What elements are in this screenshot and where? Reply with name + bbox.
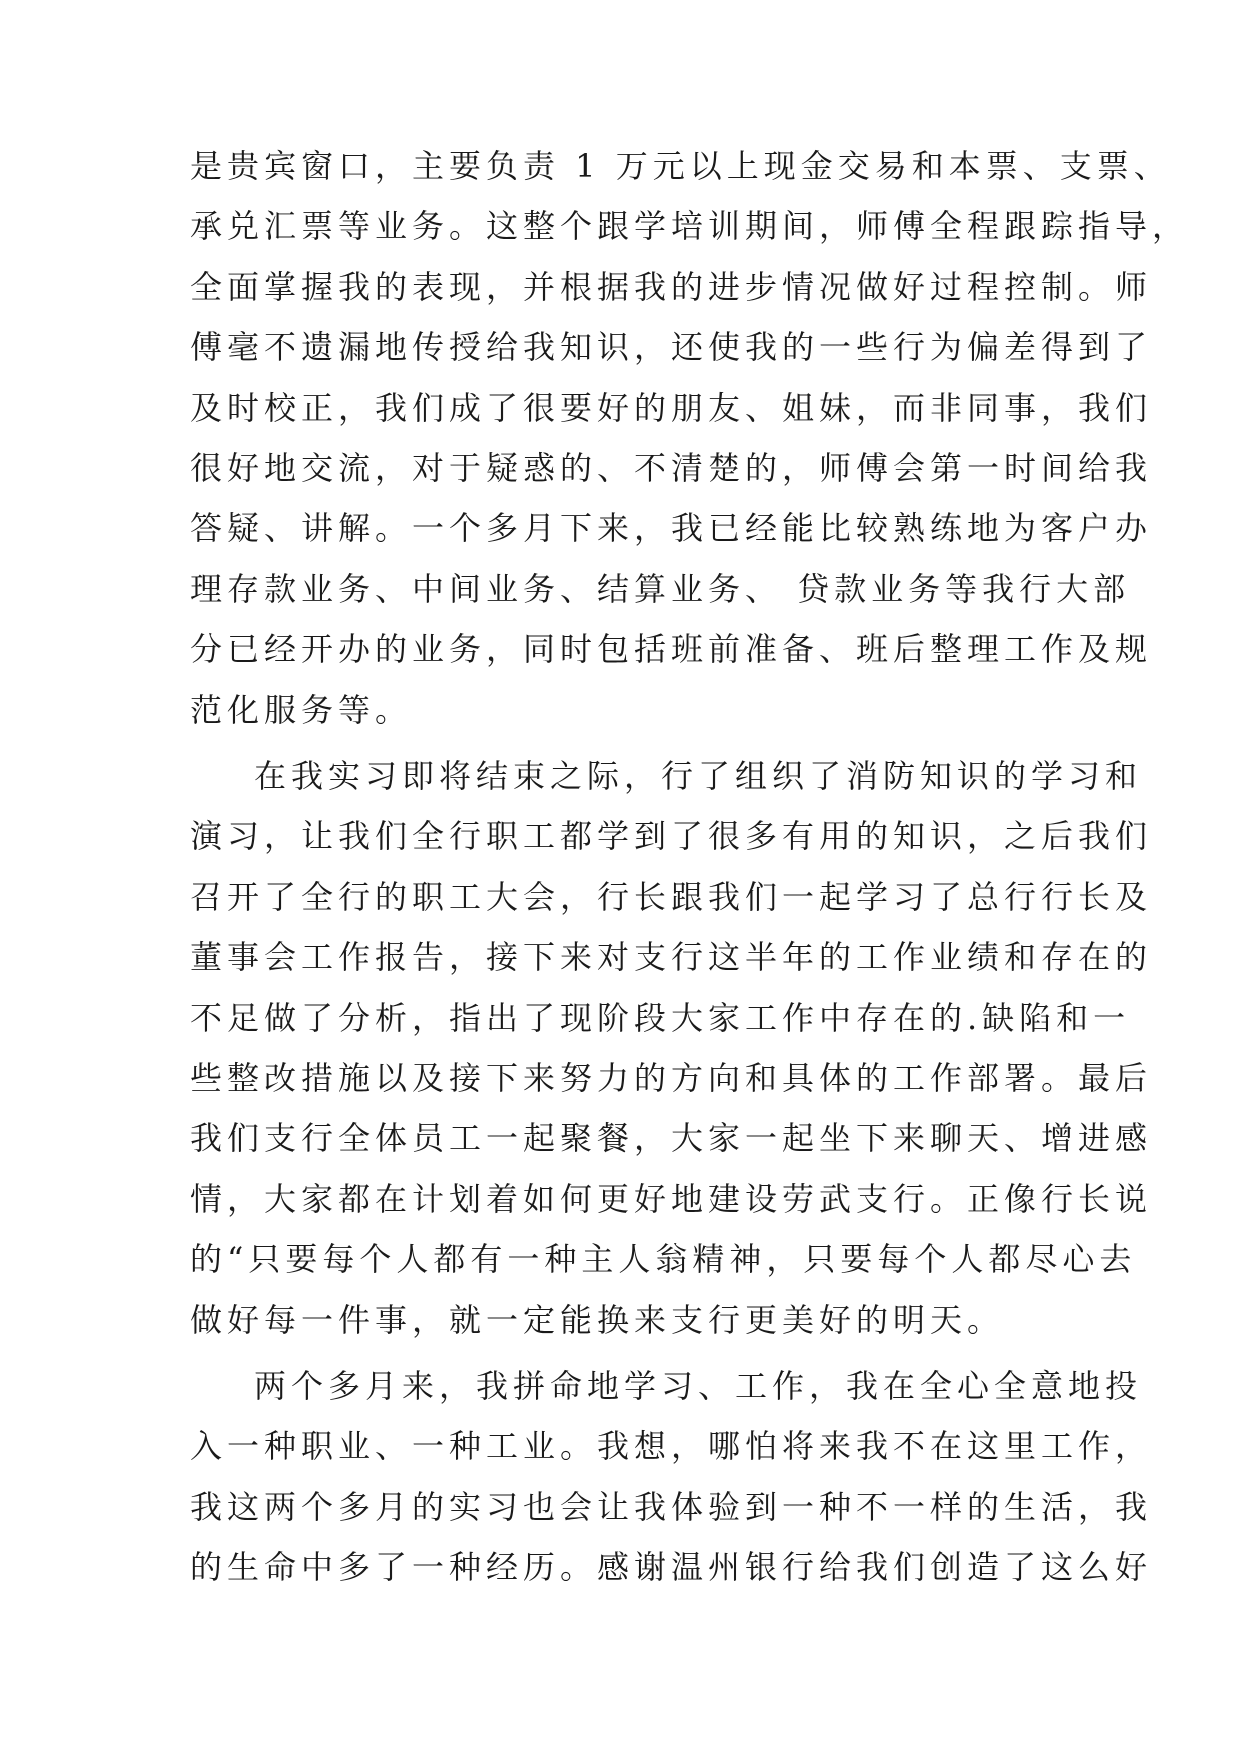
text-line: 理存款业务、中间业务、结算业务、 贷款业务等我行大部 (190, 570, 1131, 608)
text-line: 入一种职业、一种工业。我想，哪怕将来我不在这里工作， (190, 1427, 1153, 1465)
text-line: 董事会工作报告，接下来对支行这半年的工作业绩和存在的 (190, 938, 1153, 976)
text-line: 承兑汇票等业务。这整个跟学培训期间，师傅全程跟踪指导， (190, 207, 1190, 245)
text-line: 做好每一件事，就一定能换来支行更美好的明天。 (190, 1301, 1005, 1339)
text-line: 不足做了分析，指出了现阶段大家工作中存在的.缺陷和一 (190, 999, 1131, 1037)
text-line: 召开了全行的职工大会，行长跟我们一起学习了总行行长及 (190, 878, 1153, 916)
text-line: 很好地交流，对于疑惑的、不清楚的，师傅会第一时间给我 (190, 449, 1153, 487)
text-line: 我们支行全体员工一起聚餐，大家一起坐下来聊天、增进感 (190, 1119, 1153, 1157)
text-line: 傅毫不遗漏地传授给我知识，还使我的一些行为偏差得到了 (190, 328, 1153, 366)
text-line: 全面掌握我的表现，并根据我的进步情况做好过程控制。师 (190, 268, 1153, 306)
text-line: 些整改措施以及接下来努力的方向和具体的工作部署。最后 (190, 1059, 1153, 1097)
text-line: 在我实习即将结束之际，行了组织了消防知识的学习和 (254, 757, 1143, 795)
text-line: 两个多月来，我拼命地学习、工作，我在全心全意地投 (254, 1367, 1143, 1405)
text-line: 的生命中多了一种经历。感谢温州银行给我们创造了这么好 (190, 1548, 1153, 1586)
text-line: 情，大家都在计划着如何更好地建设劳武支行。正像行长说 (190, 1180, 1153, 1218)
text-line: 范化服务等。 (190, 691, 413, 729)
text-line: 及时校正，我们成了很要好的朋友、姐妹，而非同事，我们 (190, 389, 1153, 427)
text-line: 答疑、讲解。一个多月下来，我已经能比较熟练地为客户办 (190, 509, 1153, 547)
text-line: 是贵宾窗口，主要负责 1 万元以上现金交易和本票、支票、 (190, 147, 1171, 185)
text-line: 演习，让我们全行职工都学到了很多有用的知识，之后我们 (190, 817, 1153, 855)
text-line: 我这两个多月的实习也会让我体验到一种不一样的生活，我 (190, 1488, 1153, 1526)
text-line: 的“只要每个人都有一种主人翁精神，只要每个人都尽心去 (190, 1240, 1137, 1278)
text-line: 分已经开办的业务，同时包括班前准备、班后整理工作及规 (190, 630, 1153, 668)
